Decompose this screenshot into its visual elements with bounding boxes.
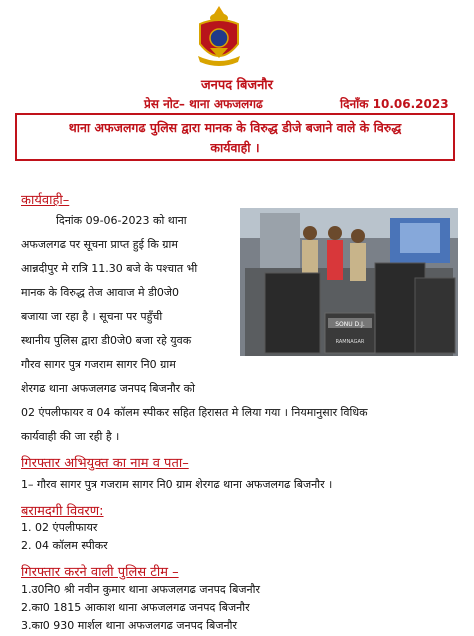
arrested-item: 1– गौरव सागर पुत्र गजराम सागर नि0 ग्राम शेरगढ थाना अफजलगढ बिजनौर । [21,478,333,491]
arrested-heading: गिरफ्तार अभियुक्त का नाम व पता– [21,456,189,471]
recovery-heading: बरामदगी विवरण: [21,504,104,519]
event-photo [240,208,458,356]
dj-sign-subtext: RAMNAGAR [335,339,365,345]
action-full-line-1: 02 एंपलीफायर व 04 कॉलम स्पीकर सहित हिरासत मे लिया गया । नियमानुसार विधिक [21,406,368,419]
headline-line-2: कार्यवाही । [210,140,260,155]
team-item: 3.का0 930 मार्शल थाना अफजलगढ जनपद बिजनौर [21,619,237,632]
action-line: मानक के विरुद्ध तेज आवाज मे डी0जे0 [21,286,180,299]
up-police-emblem-icon [190,4,248,70]
recovery-item: 2. 04 कॉलम स्पीकर [21,539,108,552]
action-line: बजाया जा रहा है । सूचना पर पहुँची [21,310,163,323]
district-title: जनपद बिजनौर [200,78,273,93]
recovery-item: 1. 02 एंपलीफायर [21,521,98,534]
dj-sign-text: SONU D.J. [335,321,365,328]
team-heading: गिरफ्तार करने वाली पुलिस टीम – [21,565,179,580]
action-full-line-2: कार्यवाही की जा रही है । [21,430,120,443]
team-item: 2.का0 1815 आकाश थाना अफजलगढ जनपद बिजनौर [21,601,250,614]
action-line: अफजलगढ पर सूचना प्राप्त हुई कि ग्राम [21,238,178,251]
team-item: 1.उ0नि0 श्री नवीन कुमार थाना अफजलगढ जनपद बिजनौर [21,583,260,596]
action-line: आन्नदीपुर मे रात्रि 11.30 बजे के पश्चात भी [21,262,198,275]
headline-line-1: थाना अफजलगढ पुलिस द्वारा मानक के विरुद्ध डीजे बजाने वाले के विरुद्ध [68,120,402,135]
press-note-label: प्रेस नोट– थाना अफजलगढ [144,97,263,111]
action-line: शेरगढ थाना अफजलगढ जनपद बिजनौर को [21,382,195,395]
headline-box [15,113,455,161]
action-line: स्थानीय पुलिस द्वारा डी0जे0 बजा रहे युवक [21,334,192,347]
action-line: गौरव सागर पुत्र गजराम सागर नि0 ग्राम [21,358,176,371]
action-heading: कार्यवाही– [21,193,70,208]
action-line: दिनांक 09-06-2023 को थाना [56,214,187,227]
press-date: दिनाँक 10.06.2023 [340,97,449,111]
event-photo-illustration [240,208,458,356]
